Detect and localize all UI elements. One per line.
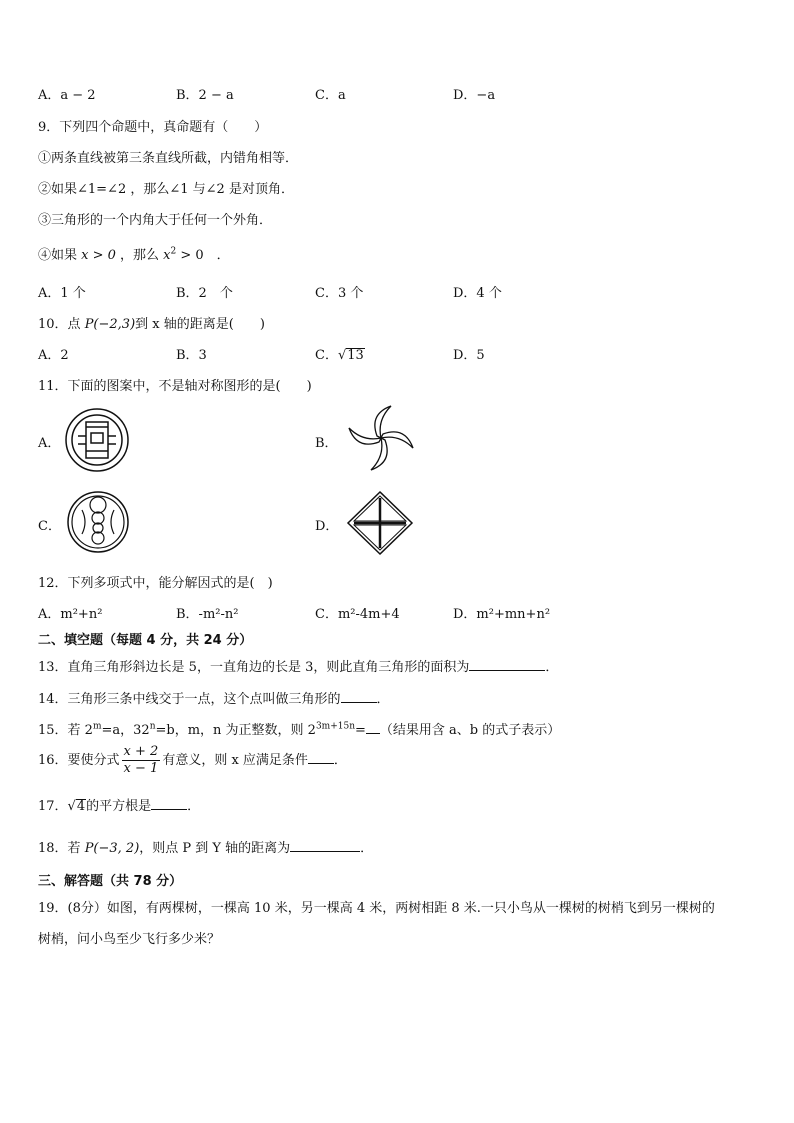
q10-prefix: 10．点 [38,317,85,332]
q9-stem: 9．下列四个命题中，真命题有（ ） [38,120,268,135]
q12-option-d: D．m²+mn+n² [453,607,551,622]
q12-stem: 12．下列多项式中，能分解因式的是( ) [38,576,273,591]
sqrt-icon: √ [337,348,347,363]
q18-middle: ，则点 P 到 Y 轴的距离为 [139,841,291,856]
q11-stem: 11．下面的图案中，不是轴对称图形的是( ) [38,379,312,394]
q9-option-c: C．3 个 [315,286,364,301]
q11-option-d-label: D． [315,519,339,534]
q12-option-b: B．-m²-n² [176,607,239,622]
q13-text: 13．直角三角形斜边长是 5，一直角边的长是 3，则此直角三角形的面积为 [38,660,470,675]
q9-option-a: A．1 个 [38,286,86,301]
q10-point: P(−2,3) [84,317,136,332]
q18-end: ． [360,841,374,856]
q10-c-radicand: 13 [347,348,364,363]
q17-radicand: 4 [76,799,86,814]
q10-suffix: 到 x 轴的距离是( ) [135,317,265,332]
q9-s4-prefix: ④如果 [38,248,82,263]
coin-figure [64,407,130,473]
q8-option-a: A．a − 2 [38,88,96,103]
q10-option-b: B．3 [176,348,207,363]
q10-stem [38,313,265,332]
q15-blank [366,721,380,734]
q9-statement-1: ①两条直线被第三条直线所截，内错角相等． [38,151,299,166]
q15-part-3: =b，m，n 为正整数，则 2 [155,723,316,738]
q9-statement-3: ③三角形的一个内角大于任何一个外角． [38,213,273,228]
q17-end: ． [187,799,201,814]
section-3-title: 三、解答题（共 78 分） [38,874,183,889]
q10-option-a: A．2 [38,348,69,363]
q11-option-b-label: B． [315,436,338,451]
q8-option-d: D．−a [453,88,496,103]
q9-option-b: B．2 个 [176,286,233,301]
q8-option-b: B．2 − a [176,88,234,103]
q15-exp-2: n [149,721,156,732]
q17 [38,795,200,814]
q15-part-4: = [355,723,366,738]
q16 [38,744,347,777]
q9-statement-2: ②如果∠1=∠2 ，那么∠1 与∠2 是对顶角． [38,182,294,197]
q10-option-c [315,344,365,363]
q13-end: ． [545,660,559,675]
q12-option-c: C．m²-4m+4 [315,607,400,622]
q16-numerator: x + 2 [123,744,159,759]
q16-prefix: 16．要使分式 [38,753,120,768]
q16-suffix: 有意义，则 x 应满足条件 [162,753,308,768]
q19-line-2: 树梢，问小鸟至少飞行多少米？ [38,932,221,947]
q10-option-d: D．5 [453,348,485,363]
q11-option-c-label: C． [38,519,61,534]
q16-blank [308,751,334,764]
q9-s4-tail: > 0 ． [176,248,230,263]
q15-part-1: 15．若 2 [38,723,93,738]
q15-exp-3: 3m+15n [315,721,355,732]
q14-blank [341,690,377,703]
q15 [38,719,560,738]
q9-s4-exponent: 2 [170,246,177,257]
pinwheel-figure [346,403,416,473]
q14-end: ． [376,692,390,707]
q9-option-d: D．4 个 [453,286,502,301]
q17-suffix: 的平方根是 [86,799,152,814]
diamond-figure [346,490,414,556]
q16-fraction [122,744,161,777]
q12-option-a: A．m²+n² [38,607,103,622]
q10-c-label: C． [315,348,338,363]
q17-blank [151,797,187,810]
q11-option-a-label: A． [38,436,61,451]
sqrt-icon: √ [67,799,76,814]
q16-end: ． [333,753,347,768]
q13-blank [469,658,545,671]
q14-text: 14．三角形三条中线交于一点，这个点叫做三角形的 [38,692,341,707]
q18-prefix: 18．若 [38,841,85,856]
q9-s4-middle: ，那么 [115,248,164,263]
q14 [38,688,390,707]
q18-point: P(−3, 2) [84,841,140,856]
q19-line-1: 19．(8分）如图，有两棵树，一棵高 10 米，另一棵高 4 米，两树相距 8 米.一只小鸟从一棵树的树梢飞到另一棵树的 [38,901,715,916]
q13 [38,656,558,675]
q9-s4-condition: x > 0 [81,248,116,263]
q15-exp-1: m [92,721,102,732]
q18 [38,837,373,856]
q16-denominator: x − 1 [123,761,159,776]
q17-prefix: 17． [38,799,68,814]
nested-circles-figure [66,490,130,554]
q15-part-2: =a，32 [101,723,150,738]
q15-part-5: （结果用含 a、b 的式子表示） [379,723,561,738]
q9-s4-base: x [163,248,171,263]
section-2-title: 二、填空题（每题 4 分，共 24 分） [38,633,253,648]
q18-blank [290,839,360,852]
q9-statement-4 [38,244,230,263]
q8-option-c: C．a [315,88,346,103]
